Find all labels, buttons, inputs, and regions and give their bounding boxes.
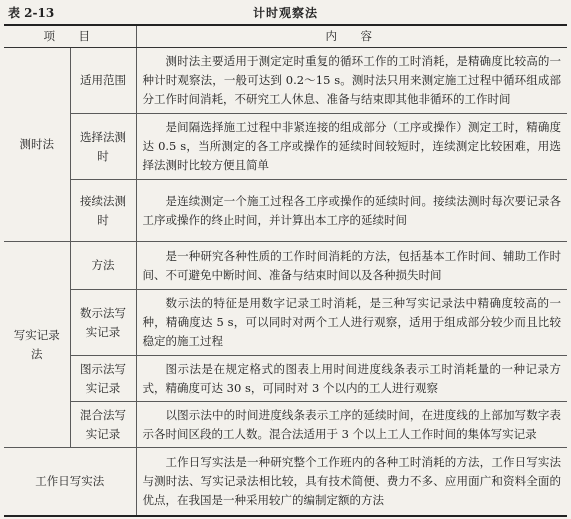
row-content: 工作日写实法是一种研究整个工作班内的各种工时消耗的方法，工作日写实法与测时法、写实记录法相比较，具有技术简便、费力不多、应用面广和资料全面的优点，在我国是一种采用较广的编制定额的方法 <box>136 448 567 516</box>
section-timing-method: 测时法 <box>4 48 70 242</box>
table-title: 计时观察法 <box>252 6 318 20</box>
row-label: 数示法写实记录 <box>70 290 136 356</box>
header-item: 项 目 <box>4 25 136 48</box>
table-row <box>4 48 567 114</box>
row-content: 是一种研究各种性质的工作时间消耗的方法，包括基本工作时间、辅助工作时间、不可避免中断时间、准备与结束时间以及各种损失时间 <box>136 242 567 290</box>
table-row <box>4 402 567 448</box>
table-number: 表 2-13 <box>8 6 55 20</box>
section-workday-method: 工作日写实法 <box>4 448 136 516</box>
row-content: 图示法是在规定格式的图表上用时间进度线条表示工时消耗量的一种记录方式，精确度可达 30 s，可同时对 3 个以内的工人进行观察 <box>136 356 567 402</box>
timing-observation-table <box>4 24 567 517</box>
row-label: 混合法写实记录 <box>70 402 136 448</box>
table-row <box>4 290 567 356</box>
table-row <box>4 180 567 242</box>
row-content: 以图示法中的时间进度线条表示工序的延续时间，在进度线的上部加写数字表示各时间区段的工人数。混合法适用于 3 个以上工人工作时间的集体写实记录 <box>136 402 567 448</box>
table-row <box>4 448 567 516</box>
table-row <box>4 356 567 402</box>
row-label: 图示法写实记录 <box>70 356 136 402</box>
section-record-method: 写实记录法 <box>4 242 70 448</box>
table-header-row <box>4 25 567 48</box>
table-caption <box>8 4 563 22</box>
table-row <box>4 242 567 290</box>
row-label: 方法 <box>70 242 136 290</box>
row-content: 是间隔选择施工过程中非紧连接的组成部分（工序或操作）测定工时，精确度达 0.5 s，当所测定的各工序或操作的延续时间较短时，连续测定比较困难，用选择法测时比较方便且简单 <box>136 114 567 180</box>
row-content: 测时法主要适用于测定定时重复的循环工作的工时消耗，是精确度比较高的一种计时观察法，一般可达到 0.2～15 s。测时法只用来测定施工过程中循环组成部分工作时间消耗，不研究工人休息、准备与结束即其他非循环的工作时间 <box>136 48 567 114</box>
row-label: 接续法测时 <box>70 180 136 242</box>
row-label: 选择法测时 <box>70 114 136 180</box>
table-row <box>4 114 567 180</box>
row-content: 数示法的特征是用数字记录工时消耗，是三种写实记录法中精确度较高的一种，精确度达 5 s，可以同时对两个工人进行观察，适用于组成部分较少而且比较稳定的施工过程 <box>136 290 567 356</box>
row-content: 是连续测定一个施工过程各工序或操作的延续时间。接续法测时每次要记录各工序或操作的终止时间，并计算出本工序的延续时间 <box>136 180 567 242</box>
header-content: 内 容 <box>136 25 567 48</box>
row-label: 适用范围 <box>70 48 136 114</box>
